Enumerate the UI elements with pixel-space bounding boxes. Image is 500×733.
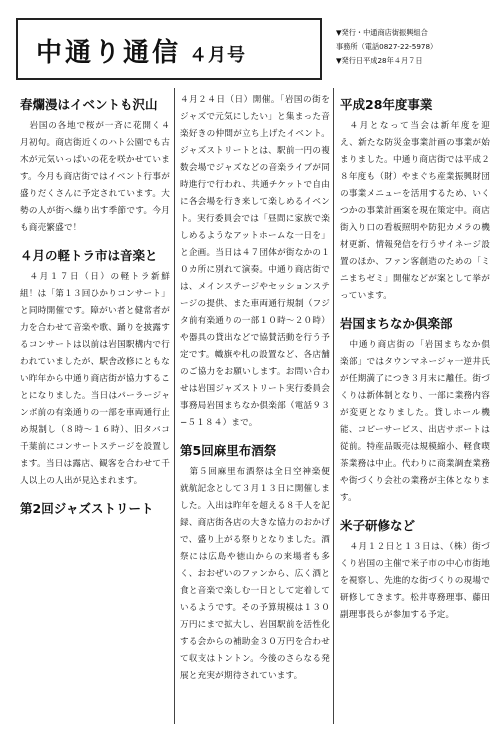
article-body: ４月２４日（日）開催。「岩国の街をジャズで元気にしたい」と集まった音楽好きの仲間が立ち上げたイベント。ジャズストリートとは、駅前一円の複数会場でジャズなどの音楽ライブが同時進行で行われ、共通チケットで自由に各会場を行き来して楽しめるイベント。実行委員会では「昼間に家族で楽しめるようなアットホームな一日を」と企画。当日は４７団体が街なかの１０カ所に別れて演奏。中通り商店街では、メインステージやセッションステージの提供、また車両通行規制（フジタ前有楽通りの一部１０時〜２０時）や器具の貸出などで協賛活動を行う予定です。幟旗や札の設置など、各店舗のご協力をお願いします。お問い合わせは岩国ジャズストリート実行委員会事務局岩国まちなか倶楽部（電話９３−５１８４）まで。 (180, 95, 330, 428)
issue-label: ４月号 (189, 45, 247, 66)
article-body: 岩国の各地で桜が一斉に花開く４月初旬。商店街近くのハト公園でも古木が元気いっぱいの花を咲かせています。今月も商店街ではイベント行事が盛りだくさんに予定されています。大勢の人が街へ繰り出す季節です。今月も商売繁盛で！ (20, 121, 170, 233)
article-body: 第５回麻里布酒祭は全日空神楽便就航記念として３月１３日に開催しました。入出は昨年を超える８千人を記録、商店街各店の大きな協力のおかげで、盛り上がる祭りとなりました。酒祭には広島や徳山からの来場者も多く、おおぜいのファンから、広く酒と食と音楽で楽しむ一日として定着しているようです。その予算規模は１３０万円にまで拡大し、岩国駅前を活性化する会からの補助金３０万円を合わせて収支はトントン。今後のさらなる発展と充実が期待されています。 (180, 467, 330, 681)
article-heading: 岩国まちなか倶楽部 (340, 316, 453, 331)
article-heading: 米子研修など (340, 518, 416, 533)
publisher-line: ▼発行・中通商店街振興組合 (336, 28, 428, 37)
publisher-contact: 事務所（電話0827-22-5978） (336, 42, 438, 51)
masthead (16, 18, 322, 80)
article-body: 中通り商店街の「岩国まちなか倶楽部」ではタウンマネージャ一逆井氏が任期満了につき３月末に離任。街づくりは新体制となり、一部に業務内容が変更となりました。貸しホール機能、コピーサービス、出店サポートは従前。特産品販売は規模縮小、軽食喫茶業務は中止。代わりに商業調査業務や街づくり会社の業務が主体となります。 (340, 340, 490, 503)
article-heading: 春爛漫はイベントも沢山 (20, 97, 158, 112)
publisher-info (336, 26, 496, 68)
column-middle (180, 92, 330, 685)
column-right (340, 96, 490, 624)
column-left (20, 96, 170, 518)
newsletter-title (36, 32, 246, 69)
article-heading: 平成28年度事業 (340, 97, 433, 112)
article-heading: 第2回ジャズストリート (20, 501, 154, 516)
publish-date: ▼発行日平成28年４月７日 (336, 56, 423, 65)
article-heading: 第5回麻里布酒祭 (180, 443, 277, 458)
column-divider (333, 88, 334, 724)
article-heading: ４月の軽トラ市は音楽と (20, 248, 158, 263)
article-body: ４月となって当会は新年度を迎え、新たな防災金事業計画の事業が始まりました。中通り商店街では平成２８年度も（財）やまぐち産業振興財団の事業メニューを活用するため、いくつかの事業計画案を現在策定中。商店街入り口の看板照明や防犯カメラの機材更新、情報発信を行うサイネージ設置のほか、ファン客創造のための「ミニまちゼミ」開催などが案として挙がっています。 (340, 121, 491, 301)
article-body: ４月１２日と１３日は、（株）街づくり岩国の主催で米子市の中心市街地を視察し、先進的な街づくりの現場で研修してきます。松井専務理事、藤田副理事長らが参加する予定。 (340, 542, 490, 620)
column-divider (174, 88, 175, 724)
title-text: 中通り通信 (36, 38, 182, 68)
article-body: ４月１７日（日）の軽トラ新鮮組！は「第１３回ひかりコンサート」と同時開催です。障がい者と健常者が力を合わせて音楽や歌、踊りを披露するコンサートは以前は岩国駅構内で行われていましたが、駅舎改修にともない昨年から中通り商店街が協力することになりました。当日はパーラージャンボ前の有楽通りの一部を車両通行止め規制し（８時〜１６時）、旧タバコ千葉前にコンサートステージを設置します。当日は露店、観客を合わせて千人以上の人出が見込まれます。 (20, 272, 170, 486)
